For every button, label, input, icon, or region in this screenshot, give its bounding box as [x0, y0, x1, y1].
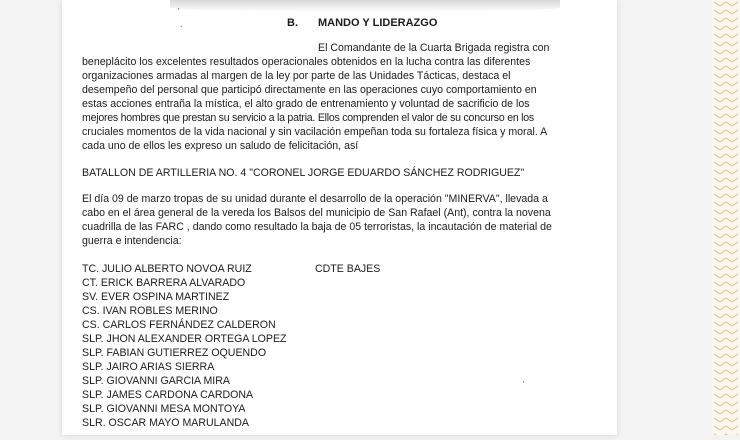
operation-line: cuadrilla de las FARC , dando como resultado la baja de 05 terroristas, la incautación de material de: [82, 221, 552, 233]
role-label: CDTE BAJES: [315, 263, 381, 275]
intro-line: organizaciones armadas al margen de la ley por parte de las Unidades Tácticas, destaca el: [82, 70, 511, 82]
scan-speck: ·: [180, 22, 183, 31]
decorative-border: [712, 0, 740, 435]
scan-speck: ': [178, 7, 180, 16]
intro-line: mejores hombres que prestan su servicio a la patria. Ellos comprenden el valor de su concurso en los: [82, 112, 534, 124]
zigzag-pattern-icon: [712, 0, 740, 435]
personnel-item: SV. EVER OSPINA MARTINEZ: [82, 291, 230, 303]
section-title: MANDO Y LIDERAZGO: [318, 17, 438, 29]
operation-line: cabo en el área general de la vereda los Balsos del municipio de San Rafael (Ant), contra la novena: [82, 207, 551, 219]
personnel-item: SLP. JAIRO ARIAS SIERRA: [82, 361, 215, 373]
personnel-item: SLR. OSCAR MAYO MARULANDA: [82, 417, 249, 429]
personnel-item: TC. JULIO ALBERTO NOVOA RUIZ: [82, 263, 252, 275]
intro-line: cruciales momentos de la vida nacional y sin vacilación empeñan toda su fortaleza física y moral. A: [82, 126, 548, 138]
intro-line: cada uno de ellos les expreso un saludo de felicitación, así: [82, 140, 359, 152]
personnel-item: SLP. JAMES CARDONA CARDONA: [82, 389, 254, 401]
personnel-item: SLP. GIOVANNI MESA MONTOYA: [82, 403, 246, 415]
operation-line: guerra e intendencia:: [82, 235, 182, 247]
section-letter: B.: [287, 17, 298, 29]
personnel-item: SLP. JHON ALEXANDER ORTEGA LOPEZ: [82, 333, 287, 345]
personnel-item: SLP. GIOVANNI GARCIA MIRA: [82, 375, 230, 387]
personnel-item: SLP. FABIAN GUTIERREZ OQUENDO: [82, 347, 267, 359]
intro-line: desempeño del personal que participó directamente en las operaciones cuyo comportamiento en: [82, 84, 537, 96]
intro-line: beneplácito los excelentes resultados operacionales obtenidos en la lucha contra las diferentes: [82, 56, 531, 68]
personnel-item: CS. IVAN ROBLES MERINO: [82, 305, 218, 317]
page-fold-shadow: [170, 0, 560, 12]
personnel-item: CT. ERICK BARRERA ALVARADO: [82, 277, 246, 289]
scan-speck: ': [523, 380, 525, 389]
intro-line: estas acciones entraña la mística, el alto grado de entrenamiento y voluntad de sacrificio de los: [82, 98, 530, 110]
operation-line: El día 09 de marzo tropas de su unidad durante el desarrollo de la operación "MINERVA", llevada a: [82, 193, 548, 205]
battalion-title: BATALLON DE ARTILLERIA NO. 4 "CORONEL JORGE EDUARDO SÁNCHEZ RODRIGUEZ": [82, 167, 525, 179]
intro-line: El Comandante de la Cuarta Brigada registra con: [318, 42, 550, 54]
personnel-item: CS. CARLOS FERNÁNDEZ CALDERON: [82, 319, 276, 331]
